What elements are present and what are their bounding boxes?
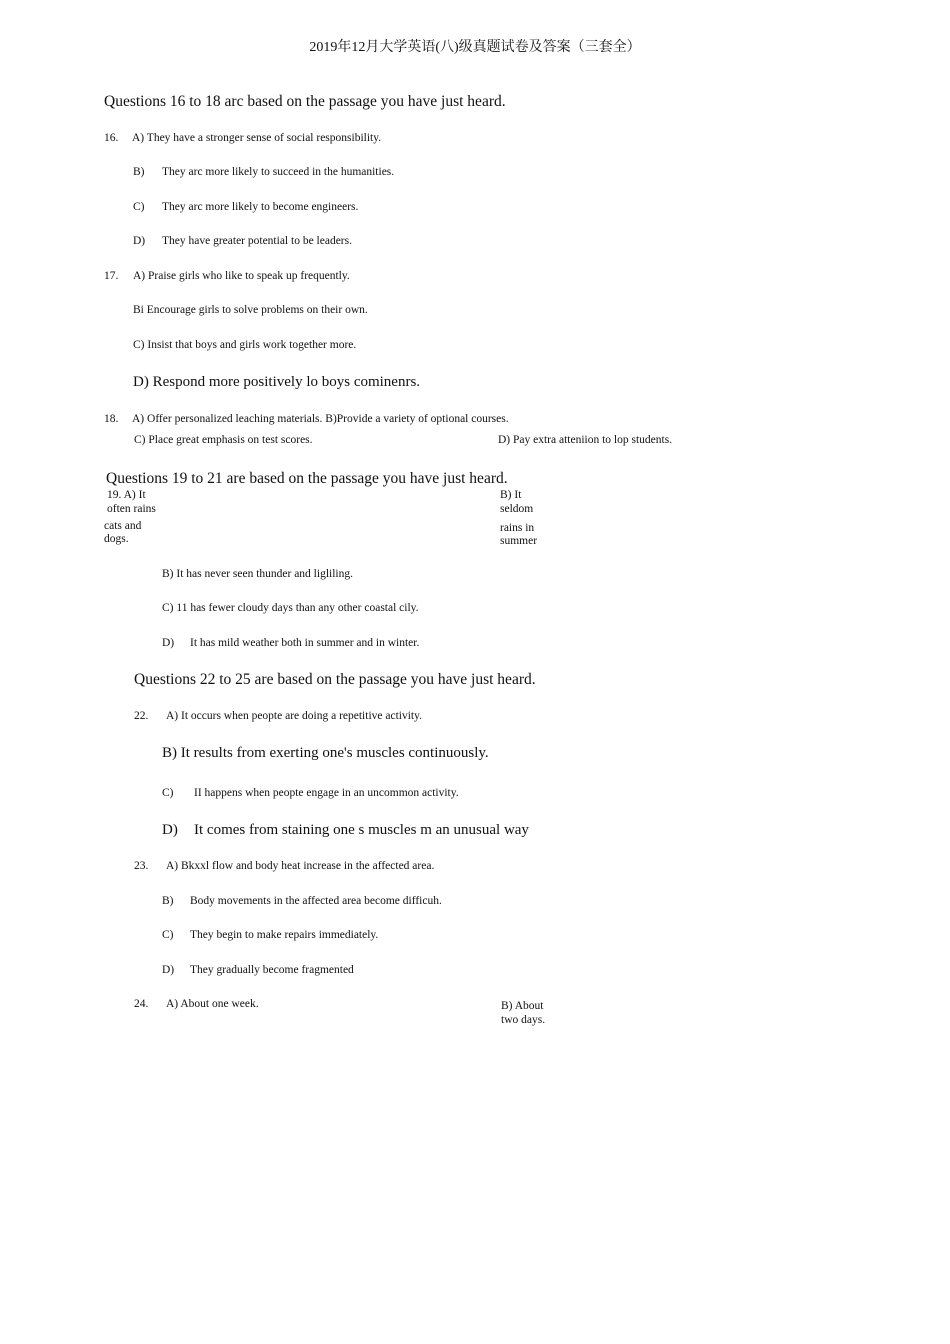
section-heading-16-18: Questions 16 to 18 arc based on the passage you have just heard. [104,93,506,110]
question-24-option-a: A) About one week. [166,998,259,1010]
question-19-option-a-line2: often rains [107,503,156,515]
question-option-b-thunder: B) It has never seen thunder and ligliling. [162,568,353,580]
question-24-option-b-line1: B) About [501,1000,544,1012]
question-19-option-b-line4: summer [500,535,538,547]
question-23-option-b-letter: B) [162,895,174,907]
question-22-option-c: II happens when peopte engage in an uncommon activity. [194,787,459,799]
question-23-option-b: Body movements in the affected area become difficuh. [190,895,442,907]
question-option-d-letter: D) [162,637,175,649]
question-22-option-c-letter: C) [162,787,174,799]
question-23-option-c: They begin to make repairs immediately. [190,929,379,941]
question-18-option-c: C) Place great emphasis on test scores. [134,434,313,446]
question-16-number: 16. [104,132,119,144]
question-23-option-c-letter: C) [162,929,174,941]
question-16-option-a: A) They have a stronger sense of social responsibility. [132,132,382,144]
page-header: 2019年12月大学英语(八)级真题试卷及答案（三套全） [309,40,641,55]
question-17-option-a: A) Praise girls who like to speak up frequently. [133,270,350,282]
question-16-option-c-letter: C) [133,201,145,213]
question-24-number: 24. [134,998,149,1010]
question-17-option-c: C) Insist that boys and girls work together more. [133,339,357,351]
question-23-number: 23. [134,860,149,872]
question-22-number: 22. [134,710,149,722]
question-24-option-b-line2: two days. [501,1014,546,1026]
question-23-option-a: A) Bkxxl flow and body heat increase in the affected area. [166,860,435,872]
question-22-option-d-letter: D) [162,822,178,838]
section-heading-19-21: Questions 19 to 21 are based on the passage you have just heard. [106,470,508,487]
question-18-number: 18. [104,413,119,425]
question-19-option-a-line3: cats and [104,520,142,532]
question-16-option-b: They arc more likely to succeed in the humanities. [162,166,395,178]
section-heading-22-25: Questions 22 to 25 are based on the passage you have just heard. [134,671,536,688]
question-16-option-b-letter: B) [133,166,145,178]
question-option-d-weather: It has mild weather both in summer and in winter. [190,637,420,649]
question-22-option-a: A) It occurs when peopte are doing a repetitive activity. [166,710,422,722]
question-19-option-b-line2: seldom [500,503,534,515]
question-16-option-d: They have greater potential to be leaders. [162,235,352,247]
question-19-option-a-line4: dogs. [104,533,129,545]
question-16-option-c: They arc more likely to become engineers. [162,201,359,213]
question-17-option-d: D) Respond more positively lo boys cominenrs. [133,374,421,390]
question-18-option-d: D) Pay extra atteniion to lop students. [498,434,673,446]
question-23-option-d-letter: D) [162,964,175,976]
question-18-options-a-b: A) Offer personalized leaching materials. B)Provide a variety of optional courses. [132,413,509,425]
question-19-option-a-line1: 19. A) It [107,489,146,501]
question-22-option-b: B) It results from exerting one's muscles continuously. [162,745,489,761]
question-22-option-d: It comes from staining one s muscles m an unusual way [194,822,529,838]
question-23-option-d: They gradually become fragmented [190,964,354,976]
question-17-number: 17. [104,270,119,282]
question-19-option-b-line1: B) It [500,489,522,501]
question-17-option-b: Bi Encourage girls to solve problems on their own. [133,304,368,316]
question-19-option-b-line3: rains in [500,522,535,534]
question-option-c-cloudy: C) 11 has fewer cloudy days than any other coastal cily. [162,602,419,614]
question-16-option-d-letter: D) [133,235,146,247]
